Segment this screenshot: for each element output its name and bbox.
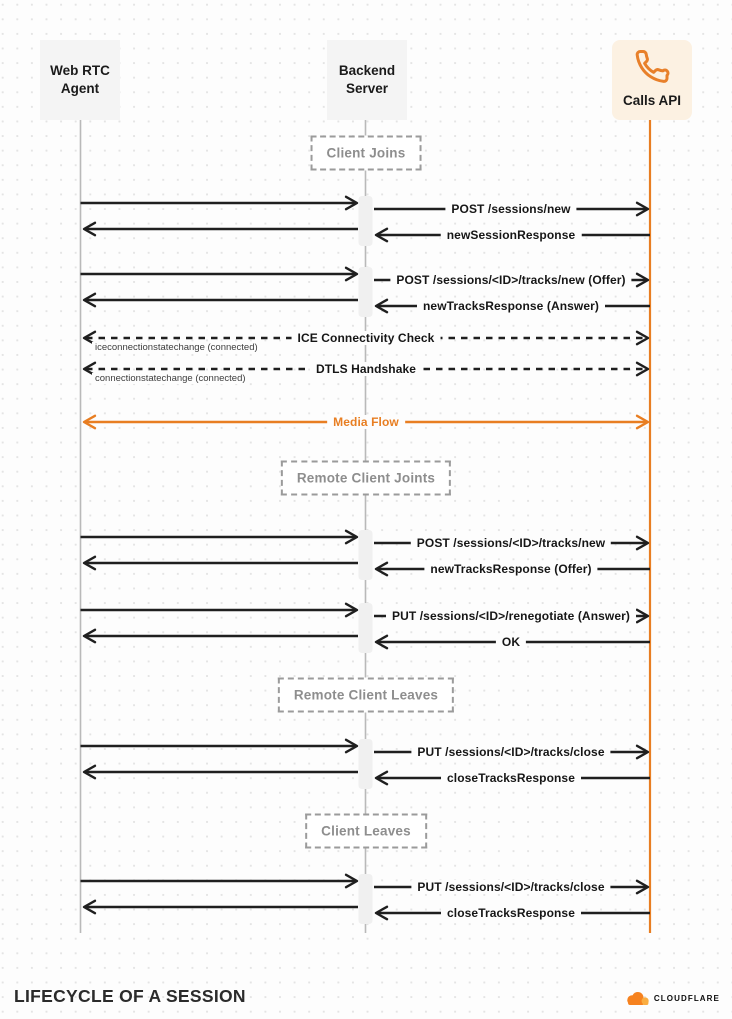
media-flow-label: Media Flow [327,415,405,429]
phase-box: Client Leaves [305,814,427,849]
message-label: closeTracksResponse [441,906,581,920]
activation-bar [359,874,373,924]
actor-backend-server [327,40,407,120]
message-label: OK [496,635,526,649]
actor-label: Calls API [622,93,682,109]
phase-box: Client Joins [311,136,422,171]
activation-bar [359,530,373,580]
message-label: PUT /sessions/<ID>/renegotiate (Answer) [386,609,636,623]
message-label: POST /sessions/new [445,202,576,216]
message-sublabel: iceconnectionstatechange (connected) [92,342,261,353]
message-label: POST /sessions/<ID>/tracks/new [411,536,611,550]
brand-name: CLOUDFLARE [653,994,720,1003]
phase-box: Remote Client Joints [281,461,451,496]
message-label: newSessionResponse [441,228,582,242]
phone-icon [634,50,670,86]
message-label: newTracksResponse (Answer) [417,299,605,313]
activation-bar [359,739,373,789]
activation-bar [359,267,373,317]
message-sublabel: connectionstatechange (connected) [92,373,249,384]
actor-calls-api [612,40,692,120]
message-label: POST /sessions/<ID>/tracks/new (Offer) [390,273,631,287]
message-label: DTLS Handshake [310,362,422,376]
message-label: PUT /sessions/<ID>/tracks/close [411,880,610,894]
message-label: PUT /sessions/<ID>/tracks/close [411,745,610,759]
activation-bar [359,196,373,246]
phase-box: Remote Client Leaves [278,678,454,713]
page-title: LIFECYCLE OF A SESSION [14,986,246,1006]
actor-label: Web RTC Agent [50,63,110,96]
actor-label: Backend Server [338,63,396,96]
cloudflare-logo [624,990,650,1007]
message-label: newTracksResponse (Offer) [424,562,597,576]
message-label: ICE Connectivity Check [292,331,441,345]
actor-web-rtc-agent [40,40,120,120]
message-label: closeTracksResponse [441,771,581,785]
activation-bar [359,603,373,653]
footer-brand [624,990,720,1007]
